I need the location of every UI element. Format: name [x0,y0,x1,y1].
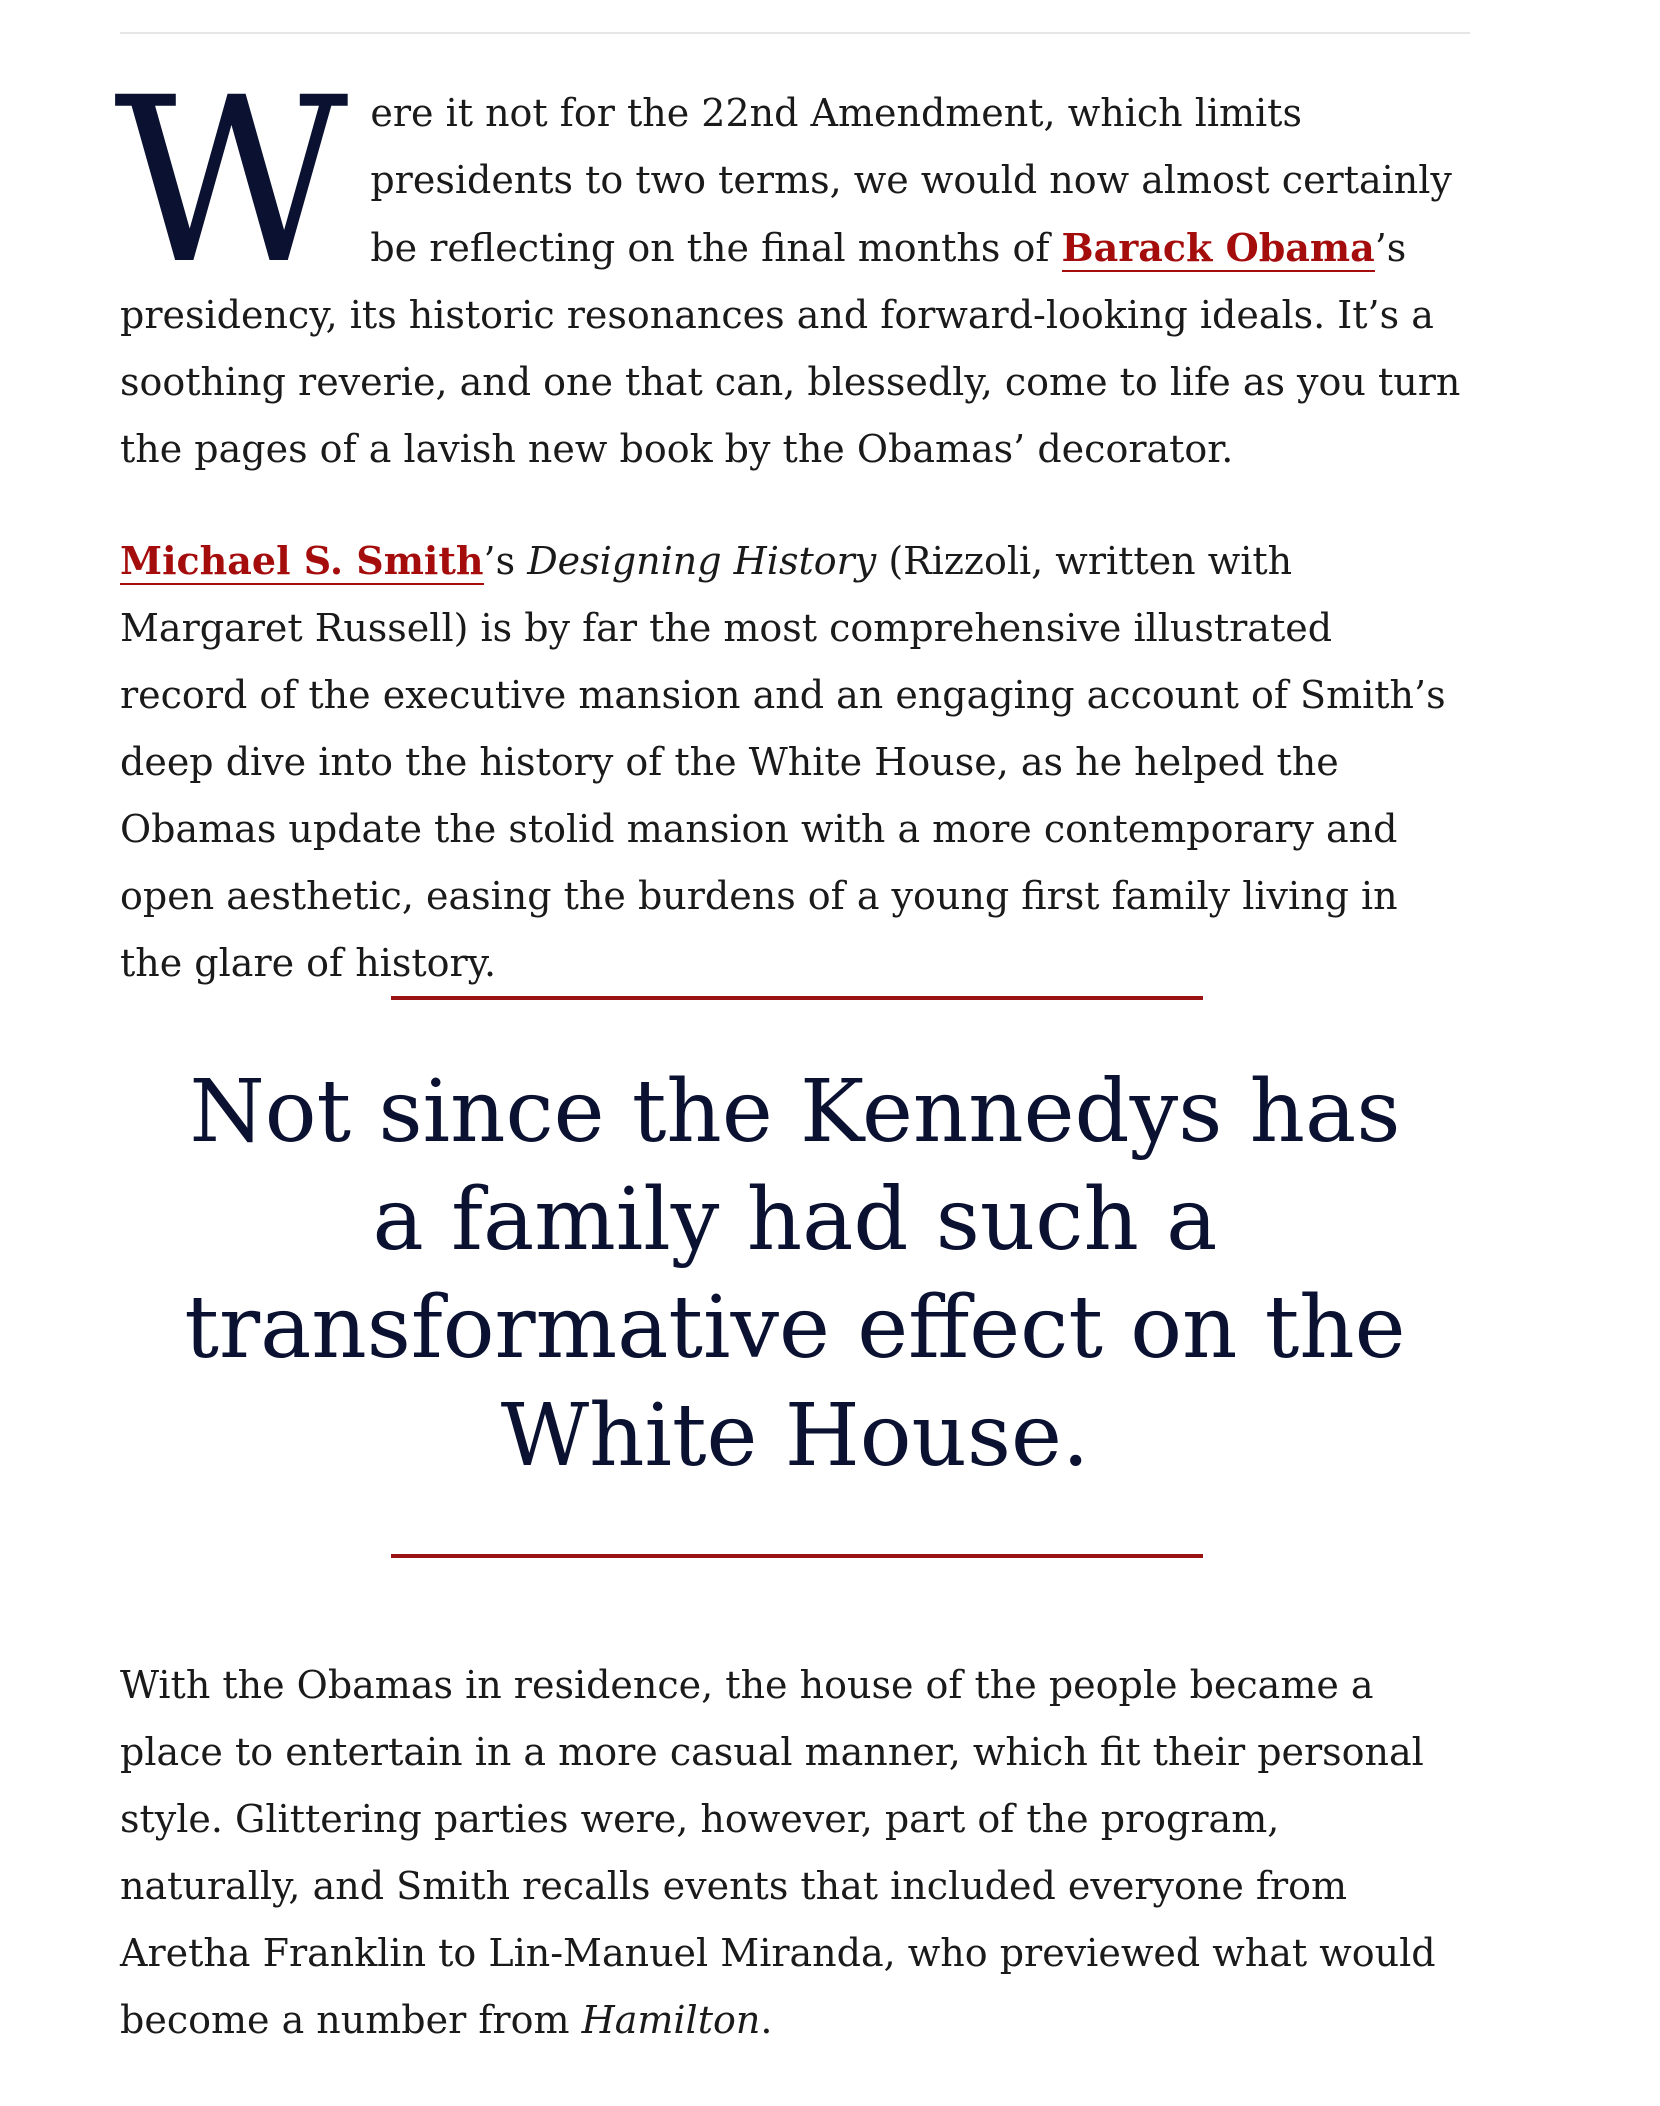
paragraph-obamas-in-residence [120,1652,1470,2054]
article-body-continued [120,1652,1470,2054]
pull-quote-block [120,996,1470,1558]
drop-cap: W [114,48,343,314]
paragraph-text: ’s [483,539,528,583]
pull-quote-rule-top [391,996,1203,1000]
link-barack-obama[interactable]: Barack Obama [1061,225,1375,270]
paragraph-text: (Rizzoli, written with Margaret Russell) is by far the most comprehensive illustrated record of the executive mansion and an engaging account of Smith’s deep dive into the history of the White House, as he helped the Obamas update the stolid mansion with a more contemporary and open aesthetic, easing the burdens of a young first family living in the glare of history. [120,539,1446,985]
paragraph-designing-history [120,527,1470,997]
show-title: Hamilton [581,1998,761,2042]
book-title: Designing History [527,539,877,583]
paragraph-text: ere it not for the 22nd Amendment, which limits presidents to two terms, we would now almost certainly be reflecting on the final months of [370,91,1452,270]
paragraph-intro [114,48,1470,483]
paragraph-end: . [760,1998,773,2042]
article-body [114,48,1470,997]
pull-quote-rule-bottom [391,1554,1203,1558]
paragraph-text: With the Obamas in residence, the house of the people became a place to entertain in a more casual manner, which fit their personal style. Glittering parties were, however, part of the program, naturally, and Smith recalls events that included everyone from Aretha Franklin to Lin-Manuel Miranda, who previewed what would become a number from [120,1663,1436,2042]
pull-quote: Not since the Kennedys has a family had such a transformative effect on the White House. [184,1062,1406,1486]
top-divider [120,32,1470,34]
link-michael-s-smith[interactable]: Michael S. Smith [120,538,484,583]
paragraph-text: ’s presidency, its historic resonances and forward-looking ideals. It’s a soothing reverie, and one that can, blessedly, come to life as you turn the pages of a lavish new book by the Obamas’ decorator. [120,226,1461,471]
